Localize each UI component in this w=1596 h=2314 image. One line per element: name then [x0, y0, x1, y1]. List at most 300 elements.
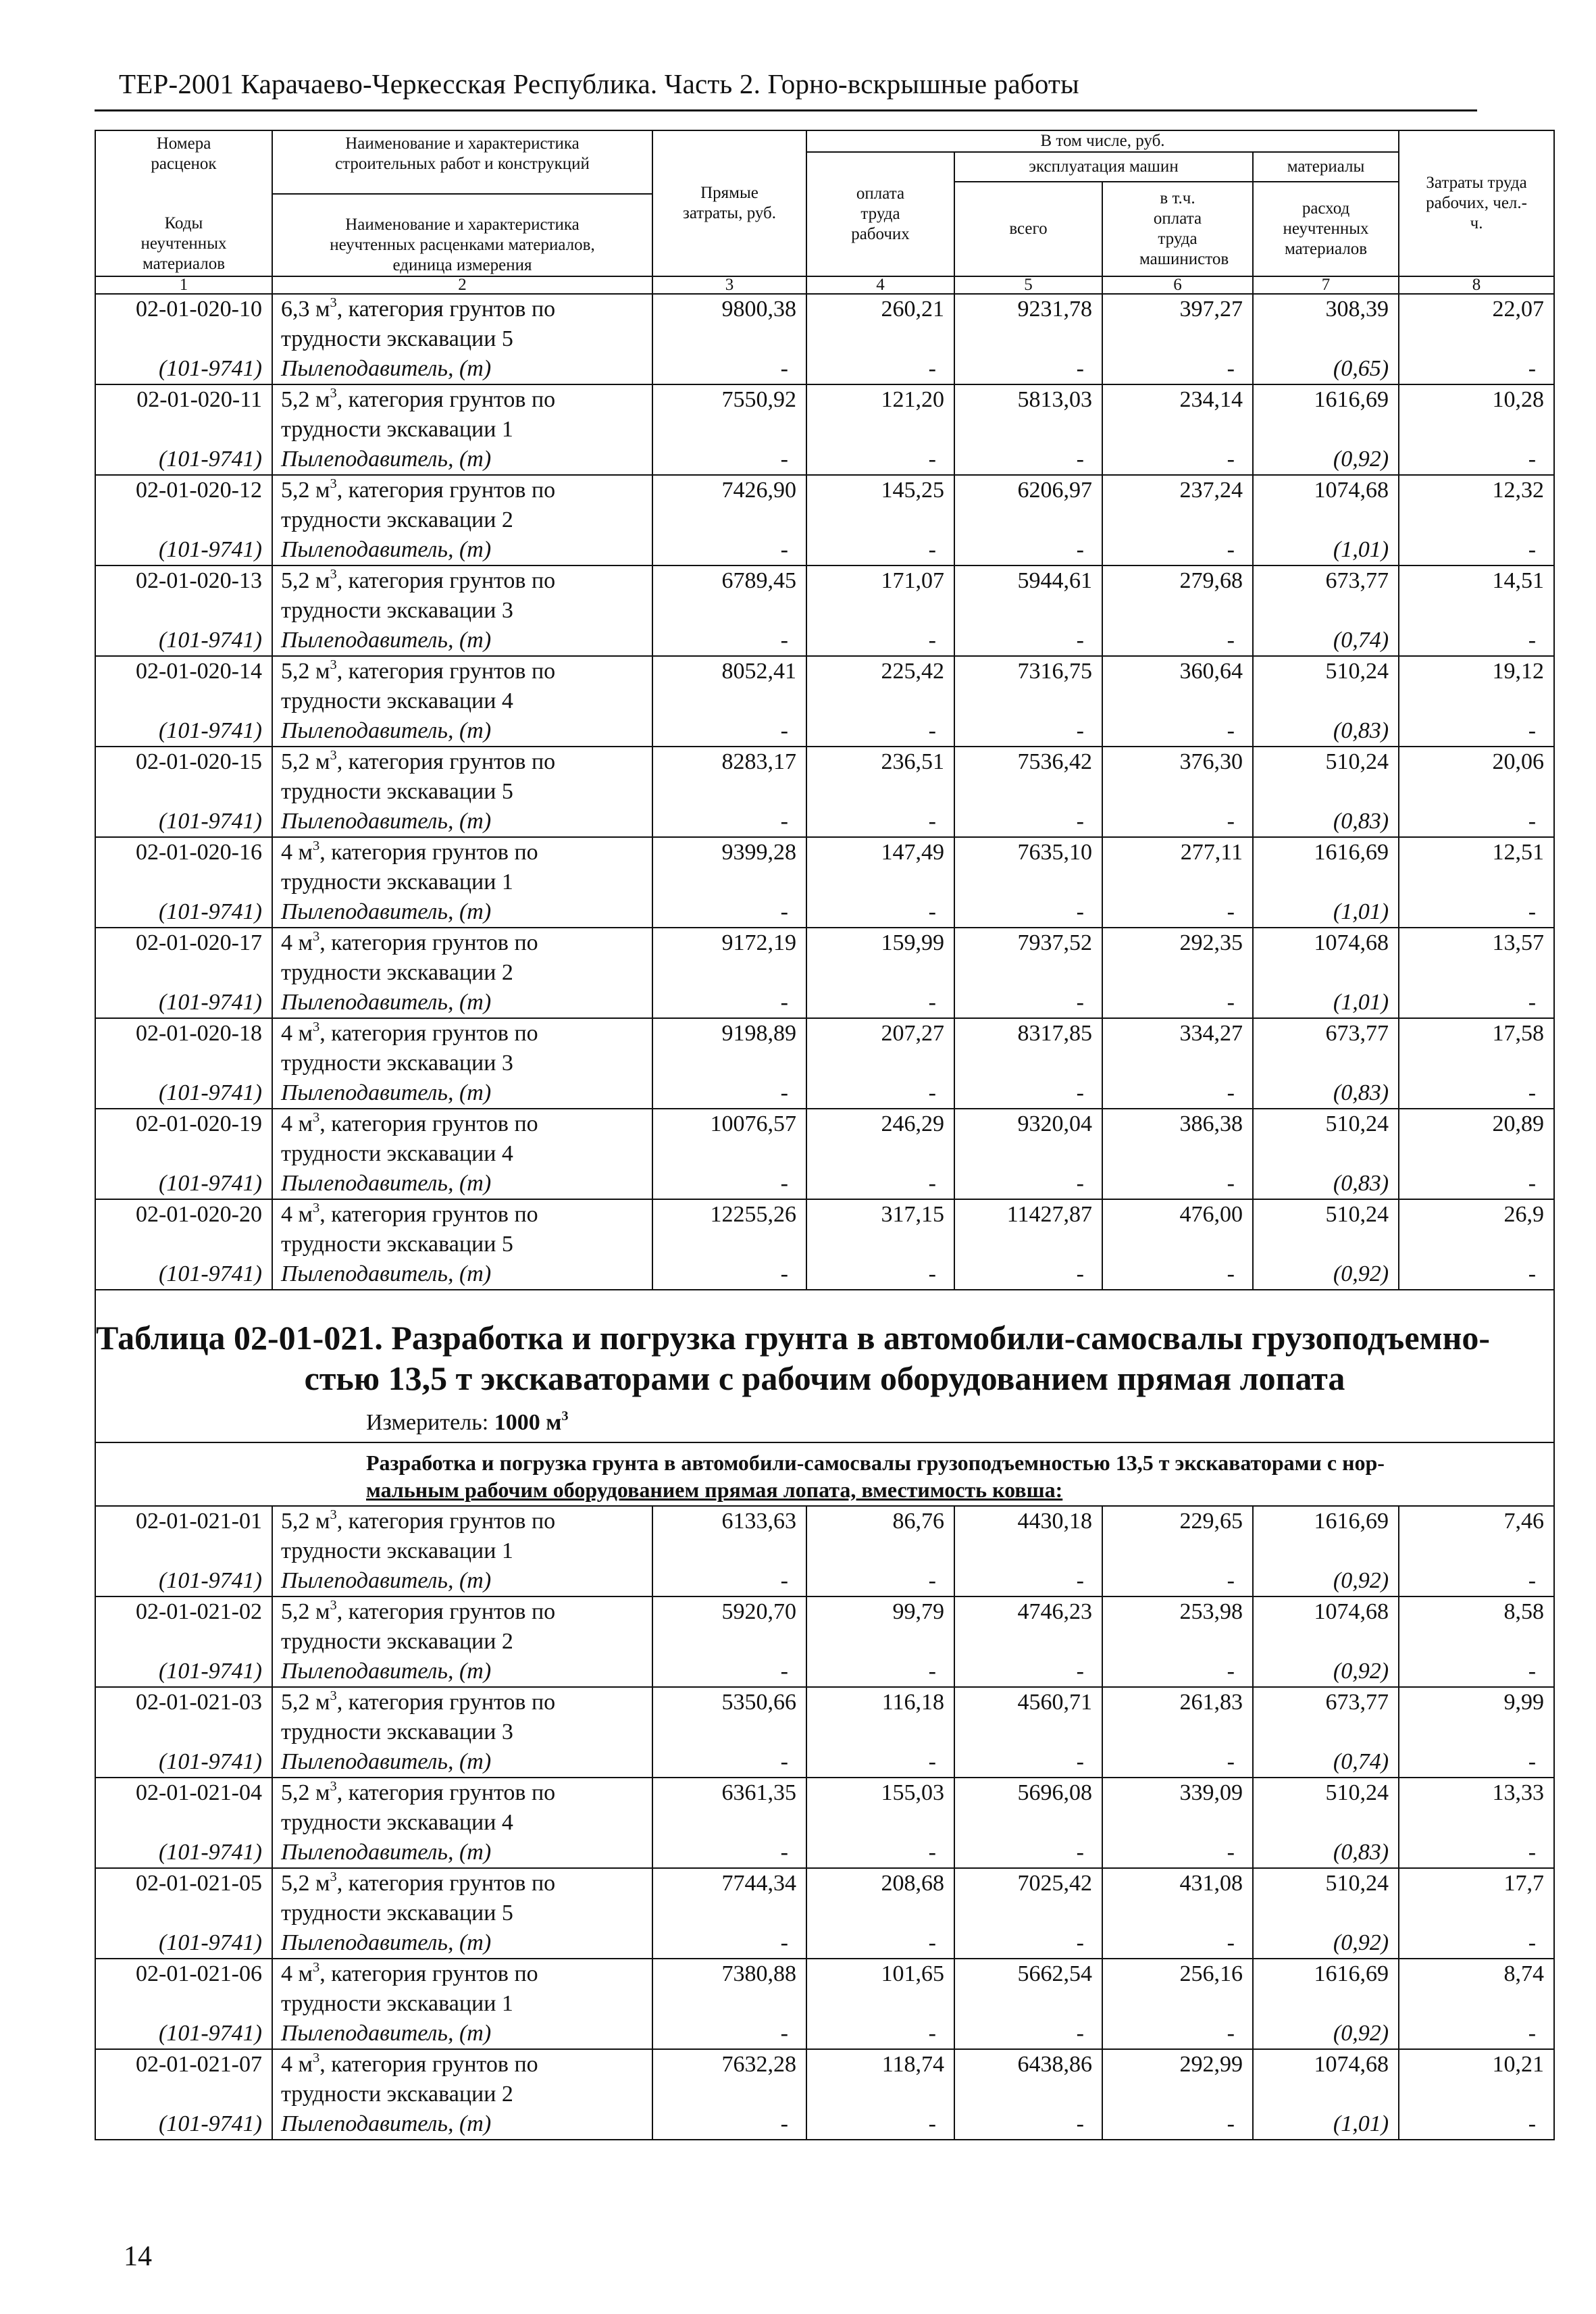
rates-table [95, 130, 1555, 2140]
labor-pay: 118,74 [806, 2049, 954, 2109]
material-name: Пылеподавитель, (т) [272, 1566, 652, 1596]
machines-total: 8317,85 [954, 1018, 1102, 1078]
dash-value: - [1399, 535, 1554, 565]
rate-name [272, 294, 652, 354]
dash-value: - [1102, 1259, 1253, 1290]
dash-value: - [806, 1078, 954, 1109]
material-row [95, 1928, 1554, 1959]
dash-value: - [652, 626, 806, 656]
excavation-difficulty: трудности экскавации 3 [281, 598, 513, 623]
dash-value: - [1399, 1078, 1554, 1109]
labor-hours: 17,58 [1399, 1018, 1554, 1078]
dash-value: - [1399, 1566, 1554, 1596]
excavation-difficulty: трудности экскавации 1 [281, 870, 513, 895]
material-row [95, 535, 1554, 565]
soil-category: , категория грунтов по [336, 659, 556, 684]
bucket-size: 6,3 м [281, 297, 330, 322]
excavation-difficulty: трудности экскавации 4 [281, 688, 513, 713]
dash-value: - [806, 716, 954, 747]
dash-value: - [652, 2019, 806, 2049]
dash-value: - [954, 716, 1102, 747]
labor-hours: 12,32 [1399, 475, 1554, 535]
material-row [95, 1657, 1554, 1687]
dash-value: - [954, 1657, 1102, 1687]
labor-pay: 159,99 [806, 928, 954, 988]
dash-value: - [1102, 1169, 1253, 1199]
rate-name [272, 928, 652, 988]
dash-value: - [652, 1259, 806, 1290]
col-header-materials-unaccounted: расход неучтенных материалов [1253, 182, 1399, 276]
rate-row [95, 656, 1554, 716]
group-header-line2: мальным рабочим оборудованием прямая лопата, вместимость ковша: [366, 1478, 1063, 1502]
dash-value: - [806, 626, 954, 656]
machinist-pay: 253,98 [1102, 1596, 1253, 1657]
bucket-size: 5,2 м [281, 1509, 330, 1534]
col-header-machines-total: всего [954, 182, 1102, 276]
rate-name [272, 656, 652, 716]
machines-total: 7025,42 [954, 1868, 1102, 1928]
page-number: 14 [124, 2241, 152, 2272]
material-row [95, 1838, 1554, 1868]
unit-sup: 3 [330, 1869, 337, 1884]
dash-value: - [806, 1169, 954, 1199]
material-row [95, 988, 1554, 1018]
materials: 1616,69 [1253, 837, 1399, 897]
col-header-materials: материалы [1253, 152, 1399, 182]
rate-name [272, 747, 652, 807]
machinist-pay: 360,64 [1102, 656, 1253, 716]
excavation-difficulty: трудности экскавации 5 [281, 1901, 513, 1926]
soil-category: , категория грунтов по [336, 1871, 556, 1896]
dash-value: - [1399, 1657, 1554, 1687]
dash-value: - [1102, 1657, 1253, 1687]
dash-value: - [806, 535, 954, 565]
dash-value: - [1399, 2019, 1554, 2049]
rate-name [272, 2049, 652, 2109]
rate-row [95, 384, 1554, 445]
rate-row [95, 1687, 1554, 1747]
unit-sup: 3 [330, 1597, 337, 1613]
labor-pay: 145,25 [806, 475, 954, 535]
bucket-size: 4 м [281, 1111, 313, 1136]
direct-costs: 9172,19 [652, 928, 806, 988]
labor-pay: 121,20 [806, 384, 954, 445]
dash-value: - [954, 1259, 1102, 1290]
col-header-machines: эксплуатация машин [954, 152, 1253, 182]
rate-name [272, 384, 652, 445]
dash-value: - [954, 897, 1102, 928]
col-header-incl: В том числе, руб. [806, 130, 1399, 152]
materials: 510,24 [1253, 656, 1399, 716]
rate-code: 02-01-020-12 [95, 475, 272, 535]
unit-sup: 3 [330, 476, 337, 491]
rate-row [95, 837, 1554, 897]
col-header-direct: Прямые затраты, руб. [652, 130, 806, 276]
dash-value: - [806, 354, 954, 384]
machines-total: 6206,97 [954, 475, 1102, 535]
bucket-size: 5,2 м [281, 568, 330, 593]
dash-value: - [1399, 1259, 1554, 1290]
rate-code: 02-01-020-16 [95, 837, 272, 897]
dash-value: - [652, 716, 806, 747]
material-code: (101-9741) [95, 535, 272, 565]
soil-category: , категория грунтов по [336, 1690, 556, 1715]
rate-code: 02-01-020-17 [95, 928, 272, 988]
measure-sup: 3 [561, 1408, 569, 1424]
material-name: Пылеподавитель, (т) [272, 354, 652, 384]
material-row [95, 445, 1554, 475]
material-consumption: (0,83) [1253, 807, 1399, 837]
dash-value: - [954, 807, 1102, 837]
machines-total: 5813,03 [954, 384, 1102, 445]
material-consumption: (0,92) [1253, 1259, 1399, 1290]
material-row [95, 1747, 1554, 1778]
rate-code: 02-01-021-05 [95, 1868, 272, 1928]
material-name: Пылеподавитель, (т) [272, 1657, 652, 1687]
rate-code: 02-01-021-06 [95, 1959, 272, 2019]
material-consumption: (0,74) [1253, 626, 1399, 656]
dash-value: - [1102, 1838, 1253, 1868]
dash-value: - [806, 1657, 954, 1687]
rate-name [272, 1109, 652, 1169]
material-row [95, 716, 1554, 747]
measure-label: Измеритель: [366, 1410, 494, 1435]
dash-value: - [652, 1566, 806, 1596]
rate-name [272, 1199, 652, 1259]
unit-sup: 3 [330, 1778, 337, 1794]
col-header-works: Наименование и характеристика строительных работ и конструкций [335, 134, 590, 173]
rate-row [95, 294, 1554, 354]
materials: 510,24 [1253, 1199, 1399, 1259]
materials: 510,24 [1253, 1778, 1399, 1838]
dash-value: - [806, 445, 954, 475]
material-name: Пылеподавитель, (т) [272, 445, 652, 475]
soil-category: , категория грунтов по [336, 1509, 556, 1534]
labor-hours: 10,28 [1399, 384, 1554, 445]
materials: 308,39 [1253, 294, 1399, 354]
dash-value: - [1102, 1078, 1253, 1109]
dash-value: - [954, 1566, 1102, 1596]
material-row [95, 2019, 1554, 2049]
machinist-pay: 229,65 [1102, 1506, 1253, 1566]
excavation-difficulty: трудности экскавации 5 [281, 779, 513, 804]
dash-value: - [954, 445, 1102, 475]
labor-pay: 147,49 [806, 837, 954, 897]
machinist-pay: 256,16 [1102, 1959, 1253, 2019]
soil-category: , категория грунтов по [319, 1202, 538, 1227]
labor-pay: 171,07 [806, 565, 954, 626]
material-consumption: (0,83) [1253, 1838, 1399, 1868]
machinist-pay: 334,27 [1102, 1018, 1253, 1078]
direct-costs: 7380,88 [652, 1959, 806, 2019]
bucket-size: 5,2 м [281, 1780, 330, 1805]
dash-value: - [1399, 897, 1554, 928]
excavation-difficulty: трудности экскавации 3 [281, 1719, 513, 1744]
labor-pay: 225,42 [806, 656, 954, 716]
direct-costs: 9198,89 [652, 1018, 806, 1078]
dash-value: - [954, 988, 1102, 1018]
dash-value: - [1399, 1928, 1554, 1959]
table-title-line2: стью 13,5 т экскаваторами с рабочим оборудованием прямая лопата [304, 1359, 1345, 1397]
direct-costs: 7744,34 [652, 1868, 806, 1928]
material-row [95, 807, 1554, 837]
dash-value: - [806, 1259, 954, 1290]
dash-value: - [1399, 354, 1554, 384]
materials: 510,24 [1253, 747, 1399, 807]
dash-value: - [652, 1838, 806, 1868]
material-name: Пылеподавитель, (т) [272, 1078, 652, 1109]
dash-value: - [1399, 807, 1554, 837]
rate-name [272, 1778, 652, 1838]
excavation-difficulty: трудности экскавации 5 [281, 326, 513, 351]
soil-category: , категория грунтов по [319, 1021, 538, 1046]
material-code: (101-9741) [95, 988, 272, 1018]
machines-total: 7635,10 [954, 837, 1102, 897]
dash-value: - [954, 2109, 1102, 2140]
material-code: (101-9741) [95, 445, 272, 475]
direct-costs: 8052,41 [652, 656, 806, 716]
bucket-size: 4 м [281, 1021, 313, 1046]
direct-costs: 12255,26 [652, 1199, 806, 1259]
dash-value: - [1102, 2109, 1253, 2140]
materials: 1616,69 [1253, 384, 1399, 445]
dash-value: - [1399, 1838, 1554, 1868]
dash-value: - [954, 1928, 1102, 1959]
machinist-pay: 397,27 [1102, 294, 1253, 354]
machines-total: 6438,86 [954, 2049, 1102, 2109]
unit-sup: 3 [330, 566, 337, 582]
material-name: Пылеподавитель, (т) [272, 988, 652, 1018]
dash-value: - [806, 2019, 954, 2049]
dash-value: - [1102, 897, 1253, 928]
material-consumption: (0,65) [1253, 354, 1399, 384]
dash-value: - [652, 445, 806, 475]
materials: 673,77 [1253, 1018, 1399, 1078]
dash-value: - [652, 1928, 806, 1959]
rate-row [95, 565, 1554, 626]
soil-category: , категория грунтов по [319, 1111, 538, 1136]
material-name: Пылеподавитель, (т) [272, 2019, 652, 2049]
dash-value: - [1399, 988, 1554, 1018]
direct-costs: 10076,57 [652, 1109, 806, 1169]
dash-value: - [1399, 626, 1554, 656]
material-name: Пылеподавитель, (т) [272, 716, 652, 747]
materials: 1074,68 [1253, 928, 1399, 988]
machinist-pay: 292,99 [1102, 2049, 1253, 2109]
material-consumption: (0,92) [1253, 2019, 1399, 2049]
material-code: (101-9741) [95, 807, 272, 837]
rate-row [95, 1506, 1554, 1566]
dash-value: - [1102, 535, 1253, 565]
material-name: Пылеподавитель, (т) [272, 1169, 652, 1199]
excavation-difficulty: трудности экскавации 1 [281, 1538, 513, 1563]
labor-pay: 116,18 [806, 1687, 954, 1747]
material-row [95, 897, 1554, 928]
material-consumption: (0,83) [1253, 716, 1399, 747]
rate-row [95, 1778, 1554, 1838]
material-consumption: (1,01) [1253, 897, 1399, 928]
material-row [95, 1078, 1554, 1109]
materials: 673,77 [1253, 565, 1399, 626]
rate-code: 02-01-020-15 [95, 747, 272, 807]
material-consumption: (1,01) [1253, 2109, 1399, 2140]
material-code: (101-9741) [95, 1657, 272, 1687]
materials: 1616,69 [1253, 1506, 1399, 1566]
rate-name [272, 565, 652, 626]
material-name: Пылеподавитель, (т) [272, 1747, 652, 1778]
dash-value: - [1102, 1566, 1253, 1596]
labor-hours: 12,51 [1399, 837, 1554, 897]
material-row [95, 626, 1554, 656]
dash-value: - [652, 807, 806, 837]
soil-category: , категория грунтов по [336, 387, 556, 412]
excavation-difficulty: трудности экскавации 5 [281, 1232, 513, 1257]
dash-value: - [1102, 354, 1253, 384]
dash-value: - [652, 354, 806, 384]
dash-value: - [652, 1169, 806, 1199]
machines-total: 4560,71 [954, 1687, 1102, 1747]
rate-name [272, 1687, 652, 1747]
material-code: (101-9741) [95, 716, 272, 747]
labor-hours: 7,46 [1399, 1506, 1554, 1566]
material-consumption: (0,92) [1253, 1928, 1399, 1959]
rate-code: 02-01-020-20 [95, 1199, 272, 1259]
column-number: 6 [1102, 276, 1253, 294]
unit-sup: 3 [330, 1507, 337, 1522]
dash-value: - [652, 1078, 806, 1109]
material-row [95, 354, 1554, 384]
excavation-difficulty: трудности экскавации 4 [281, 1141, 513, 1166]
machinist-pay: 339,09 [1102, 1778, 1253, 1838]
dash-value: - [954, 354, 1102, 384]
material-code: (101-9741) [95, 1928, 272, 1959]
group-header [95, 1442, 1554, 1506]
dash-value: - [806, 807, 954, 837]
rate-code: 02-01-020-10 [95, 294, 272, 354]
dash-value: - [1102, 716, 1253, 747]
soil-category: , категория грунтов по [319, 1961, 538, 1986]
dash-value: - [1102, 2019, 1253, 2049]
machines-total: 5662,54 [954, 1959, 1102, 2019]
machines-total: 7316,75 [954, 656, 1102, 716]
rate-name [272, 1506, 652, 1566]
group-header-line1: Разработка и погрузка грунта в автомобили-самосвалы грузоподъемностью 13,5 т экскаваторами с нор- [366, 1451, 1385, 1475]
dash-value: - [652, 2109, 806, 2140]
table-title [95, 1290, 1554, 1399]
dash-value: - [1102, 1747, 1253, 1778]
dash-value: - [1399, 716, 1554, 747]
rates-body-020 [95, 294, 1554, 1290]
materials: 1616,69 [1253, 1959, 1399, 2019]
bucket-size: 5,2 м [281, 1871, 330, 1896]
unit-sup: 3 [330, 657, 337, 672]
material-code: (101-9741) [95, 1566, 272, 1596]
soil-category: , категория грунтов по [336, 297, 556, 322]
column-number: 4 [806, 276, 954, 294]
material-name: Пылеподавитель, (т) [272, 535, 652, 565]
soil-category: , категория грунтов по [336, 568, 556, 593]
direct-costs: 5350,66 [652, 1687, 806, 1747]
bucket-size: 5,2 м [281, 387, 330, 412]
material-code: (101-9741) [95, 354, 272, 384]
direct-costs: 9800,38 [652, 294, 806, 354]
unit-sup: 3 [330, 295, 337, 310]
bucket-size: 5,2 м [281, 1599, 330, 1624]
dash-value: - [806, 1566, 954, 1596]
rate-row [95, 1596, 1554, 1657]
dash-value: - [954, 535, 1102, 565]
bucket-size: 4 м [281, 840, 313, 865]
materials: 1074,68 [1253, 2049, 1399, 2109]
machines-total: 5696,08 [954, 1778, 1102, 1838]
dash-value: - [1102, 626, 1253, 656]
material-code: (101-9741) [95, 2019, 272, 2049]
dash-value: - [652, 1747, 806, 1778]
bucket-size: 5,2 м [281, 659, 330, 684]
bucket-size: 5,2 м [281, 749, 330, 774]
machines-total: 5944,61 [954, 565, 1102, 626]
rate-code: 02-01-020-11 [95, 384, 272, 445]
rate-row [95, 2049, 1554, 2109]
dash-value: - [1102, 445, 1253, 475]
bucket-size: 5,2 м [281, 1690, 330, 1715]
rates-body-021 [95, 1506, 1554, 2140]
machines-total: 7937,52 [954, 928, 1102, 988]
col-header-rates: Номера расценок [151, 134, 217, 173]
labor-pay: 246,29 [806, 1109, 954, 1169]
measure-value: 1000 м [494, 1410, 562, 1435]
col-header-labor-cost: Затраты труда рабочих, чел.-ч. [1399, 130, 1554, 276]
rate-code: 02-01-021-07 [95, 2049, 272, 2109]
material-code: (101-9741) [95, 897, 272, 928]
labor-hours: 9,99 [1399, 1687, 1554, 1747]
soil-category: , категория грунтов по [336, 1780, 556, 1805]
material-consumption: (1,01) [1253, 988, 1399, 1018]
dash-value: - [806, 2109, 954, 2140]
dash-value: - [1102, 1928, 1253, 1959]
material-consumption: (0,92) [1253, 1657, 1399, 1687]
unit-sup: 3 [313, 2050, 320, 2065]
dash-value: - [1399, 1747, 1554, 1778]
bucket-size: 4 м [281, 1202, 313, 1227]
col-header-codes [95, 130, 272, 276]
excavation-difficulty: трудности экскавации 2 [281, 960, 513, 985]
material-code: (101-9741) [95, 626, 272, 656]
labor-hours: 26,9 [1399, 1199, 1554, 1259]
unit-sup: 3 [313, 838, 320, 853]
column-number: 2 [272, 276, 652, 294]
labor-hours: 14,51 [1399, 565, 1554, 626]
labor-hours: 22,07 [1399, 294, 1554, 354]
dash-value: - [1399, 2109, 1554, 2140]
labor-pay: 236,51 [806, 747, 954, 807]
material-code: (101-9741) [95, 2109, 272, 2140]
unit-sup: 3 [313, 928, 320, 944]
material-name: Пылеподавитель, (т) [272, 1259, 652, 1290]
rate-name [272, 1596, 652, 1657]
rate-row [95, 1959, 1554, 2019]
bucket-size: 4 м [281, 930, 313, 955]
labor-hours: 20,89 [1399, 1109, 1554, 1169]
dash-value: - [1399, 1169, 1554, 1199]
material-consumption: (1,01) [1253, 535, 1399, 565]
column-number: 5 [954, 276, 1102, 294]
table-title-line1: Таблица 02-01-021. Разработка и погрузка грунта в автомобили-самосвалы грузоподъемно- [96, 1319, 1491, 1357]
soil-category: , категория грунтов по [336, 749, 556, 774]
material-name: Пылеподавитель, (т) [272, 2109, 652, 2140]
soil-category: , категория грунтов по [319, 930, 538, 955]
material-consumption: (0,92) [1253, 1566, 1399, 1596]
